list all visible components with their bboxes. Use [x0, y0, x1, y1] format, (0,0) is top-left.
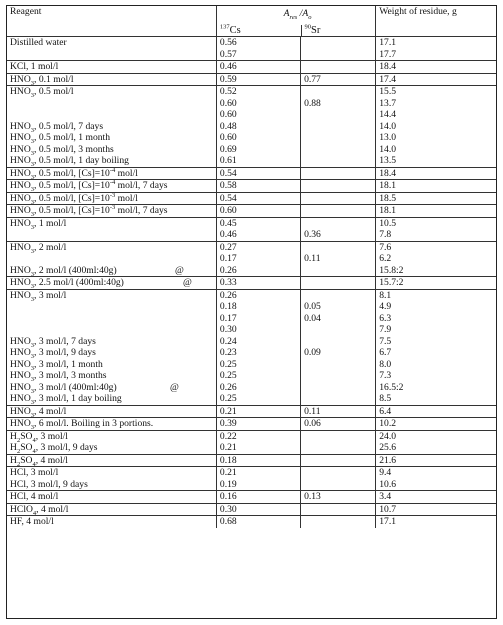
sr90-ratio-cell	[301, 442, 376, 454]
residue-weight-cell: 8.0	[376, 359, 496, 371]
residue-weight-cell: 16.5:2	[376, 382, 496, 394]
residue-weight-cell: 8.1	[376, 289, 496, 301]
residue-weight-cell: 8.5	[376, 393, 496, 405]
cs137-ratio-cell: 0.52	[216, 86, 300, 98]
cs137-ratio-cell: 0.25	[216, 359, 300, 371]
table-row	[7, 253, 496, 265]
residue-weight-cell: 7.9	[376, 324, 496, 336]
table-row	[7, 503, 496, 516]
reagent-cell	[7, 324, 216, 336]
table-row	[7, 241, 496, 253]
reagent-cell	[7, 109, 216, 121]
residue-weight-cell: 10.2	[376, 418, 496, 431]
cs137-ratio-cell: 0.58	[216, 180, 300, 193]
cs137-ratio-cell: 0.17	[216, 313, 300, 325]
cs137-ratio-cell: 0.16	[216, 491, 300, 504]
sr90-ratio-cell: 0.09	[301, 347, 376, 359]
sr90-ratio-cell	[301, 180, 376, 193]
sr90-ratio-cell	[301, 61, 376, 74]
cs137-ratio-cell: 0.27	[216, 241, 300, 253]
reagent-cell: $HNO_3$, 0.5 mol/l	[7, 86, 216, 98]
table-row	[7, 86, 496, 98]
cs137-ratio-cell: 0.26	[216, 382, 300, 394]
reagent-cell: $HNO_3$, 0.5 mol/l, 1 day boiling	[10, 155, 129, 167]
residue-weight-cell: 14.0	[376, 121, 496, 133]
cs137-ratio-cell: 0.30	[216, 503, 300, 516]
table-row	[7, 192, 496, 205]
residue-weight-cell: 6.4	[376, 405, 496, 418]
reagent-cell	[7, 98, 216, 110]
residue-weight-cell: 17.1	[376, 516, 496, 528]
reagent-cell: $H_2SO_4$, 4 mol/l	[7, 454, 216, 467]
reagent-cell: $HNO_3$, 0.5 mol/l, $[Cs]=10^{-4}$ mol/l	[7, 167, 216, 180]
table-row	[7, 98, 496, 110]
sr90-ratio-cell	[301, 192, 376, 205]
reagent-cell: KCl, 1 mol/l	[7, 61, 216, 74]
activity-ratio-header: $A_{res}$ $/A_o$ $^{137}$Cs $^{90}$Sr	[216, 6, 375, 37]
residue-weight-cell: 24.0	[376, 430, 496, 442]
cs137-ratio-cell: 0.61	[216, 155, 300, 167]
table-row	[7, 467, 496, 479]
reagent-cell: $HNO_3$, 0.5 mol/l, 3 months	[10, 143, 114, 155]
cs137-ratio-cell: 0.22	[216, 430, 300, 442]
weight-header: Weight of residue, g	[376, 6, 496, 37]
reagent-cell: HClO$_4$, 4 mol/l	[7, 503, 216, 516]
cs137-ratio-cell: 0.17	[216, 253, 300, 265]
reagent-cell: $HNO_3$, 0.1 mol/l	[7, 73, 216, 86]
residue-weight-cell: 15.5	[376, 86, 496, 98]
table-row	[7, 347, 496, 359]
cs137-ratio-cell: 0.21	[216, 442, 300, 454]
reagent-cell: $H_2SO_4$, 3 mol/l	[7, 430, 216, 442]
residue-weight-cell: 15.7:2	[376, 277, 496, 290]
reagent-cell: HCl, 3 mol/l, 9 days	[10, 478, 88, 490]
reagent-cell	[7, 253, 216, 265]
table-row	[7, 442, 496, 454]
cs137-ratio-cell: 0.69	[216, 144, 300, 156]
cs137-ratio-cell: 0.60	[216, 205, 300, 218]
residue-weight-cell: 17.4	[376, 73, 496, 86]
reagent-cell	[7, 301, 216, 313]
table-body	[7, 37, 496, 528]
sr90-ratio-cell	[301, 49, 376, 61]
table-row	[7, 393, 496, 405]
residue-weight-cell: 7.3	[376, 370, 496, 382]
residue-weight-cell: 4.9	[376, 301, 496, 313]
cs137-ratio-cell: 0.25	[216, 370, 300, 382]
cs137-ratio-cell: 0.45	[216, 217, 300, 229]
reagent-cell: $HNO_3$, 0.5 mol/l, 1 month	[10, 132, 111, 144]
sr90-ratio-cell	[301, 479, 376, 491]
cs137-ratio-cell: 0.19	[216, 479, 300, 491]
sr90-ratio-cell	[301, 359, 376, 371]
sr90-header: $^{90}$Sr	[301, 25, 376, 37]
table-row	[7, 132, 496, 144]
table-row	[7, 418, 496, 431]
reagent-cell: $HNO_3$, 0.5 mol/l, $[Cs]=10^{-3}$ mol/l	[7, 192, 216, 205]
reagent-cell: $HNO_3$, 3 mol/l, 3 months	[10, 370, 107, 382]
residue-weight-cell: 13.7	[376, 98, 496, 110]
residue-weight-cell: 18.1	[376, 180, 496, 193]
reagent-cell: $HNO_3$, 3 mol/l (400ml:40g) @	[10, 381, 179, 393]
cs137-ratio-cell: 0.18	[216, 301, 300, 313]
sr90-ratio-cell: 0.05	[301, 301, 376, 313]
table-row	[7, 370, 496, 382]
sr90-ratio-cell: 0.04	[301, 313, 376, 325]
cs137-header: $^{137}$Cs	[219, 23, 241, 36]
residue-weight-cell: 18.4	[376, 61, 496, 74]
cs137-ratio-cell: 0.54	[216, 192, 300, 205]
reagent-cell	[7, 313, 216, 325]
residue-weight-cell: 6.2	[376, 253, 496, 265]
residue-weight-cell: 9.4	[376, 467, 496, 479]
cs137-ratio-cell: 0.21	[216, 405, 300, 418]
sr90-ratio-cell	[301, 289, 376, 301]
sr90-ratio-cell	[301, 336, 376, 348]
data-table	[7, 6, 496, 528]
table-row	[7, 289, 496, 301]
residue-weight-cell: 17.1	[376, 37, 496, 49]
table-row	[7, 336, 496, 348]
table-row	[7, 516, 496, 528]
table-row	[7, 265, 496, 277]
cs137-ratio-cell: 0.23	[216, 347, 300, 359]
sr90-ratio-cell	[301, 205, 376, 218]
reagent-header: Reagent	[7, 6, 216, 37]
sr90-ratio-cell	[301, 217, 376, 229]
at-marker: @	[175, 264, 184, 276]
sr90-ratio-cell	[301, 144, 376, 156]
residue-weight-cell: 7.6	[376, 241, 496, 253]
cs137-ratio-cell: 0.18	[216, 454, 300, 467]
reagent-cell: HCl, 4 mol/l	[7, 491, 216, 504]
table-row	[7, 155, 496, 167]
reagent-cell	[7, 49, 216, 61]
cs137-ratio-cell: 0.24	[216, 336, 300, 348]
reagent-cell: HCl, 3 mol/l	[7, 467, 216, 479]
reagent-cell: Distilled water	[7, 37, 216, 49]
table-row	[7, 121, 496, 133]
table-row	[7, 61, 496, 74]
cs137-ratio-cell: 0.46	[216, 61, 300, 74]
residue-weight-cell: 18.5	[376, 192, 496, 205]
cs137-ratio-cell: 0.26	[216, 289, 300, 301]
residue-weight-cell: 10.5	[376, 217, 496, 229]
table-row	[7, 479, 496, 491]
cs137-ratio-cell: 0.59	[216, 73, 300, 86]
cs137-ratio-cell: 0.60	[216, 132, 300, 144]
table-row	[7, 382, 496, 394]
reagent-cell: $H_2SO_4$, 3 mol/l, 9 days	[10, 442, 98, 454]
sr90-ratio-cell: 0.36	[301, 229, 376, 241]
table-row	[7, 277, 496, 290]
residue-weight-cell: 18.4	[376, 167, 496, 180]
cs137-ratio-cell: 0.54	[216, 167, 300, 180]
residue-weight-cell: 25.6	[376, 442, 496, 454]
sr90-ratio-cell	[301, 370, 376, 382]
sr90-ratio-cell	[301, 324, 376, 336]
table-row	[7, 49, 496, 61]
reagent-cell: $HNO_3$, 0.5 mol/l, $[Cs]=10^{-3}$ mol/l, 7 days	[7, 205, 216, 218]
residue-weight-cell: 3.4	[376, 491, 496, 504]
table-row	[7, 217, 496, 229]
residue-weight-cell: 10.6	[376, 479, 496, 491]
table-row	[7, 205, 496, 218]
at-marker: @	[183, 277, 192, 288]
sr90-ratio-cell	[301, 393, 376, 405]
reagent-cell: $HNO_3$, 1 mol/l	[7, 217, 216, 229]
sr90-ratio-cell	[301, 503, 376, 516]
residue-weight-cell: 21.6	[376, 454, 496, 467]
sr90-ratio-cell: 0.77	[301, 73, 376, 86]
reagent-cell: $HNO_3$, 3 mol/l, 7 days	[10, 335, 96, 347]
cs137-ratio-cell: 0.26	[216, 265, 300, 277]
residue-weight-cell: 15.8:2	[376, 265, 496, 277]
residue-weight-cell: 13.5	[376, 155, 496, 167]
residue-weight-cell: 7.5	[376, 336, 496, 348]
table-row	[7, 491, 496, 504]
cs137-ratio-cell: 0.60	[216, 109, 300, 121]
reagent-cell: $HNO_3$, 2 mol/l	[7, 241, 216, 253]
residue-weight-cell: 6.7	[376, 347, 496, 359]
reagent-cell: $HNO_3$, 3 mol/l, 1 month	[10, 358, 103, 370]
reagent-cell: $HNO_3$, 2.5 mol/l (400ml:40g) @	[7, 277, 216, 290]
sr90-ratio-cell	[301, 516, 376, 528]
sr90-ratio-cell	[301, 467, 376, 479]
table-row	[7, 301, 496, 313]
residue-weight-cell: 14.0	[376, 144, 496, 156]
cs137-ratio-cell: 0.68	[216, 516, 300, 528]
sr90-ratio-cell: 0.11	[301, 253, 376, 265]
sr90-ratio-cell	[301, 155, 376, 167]
sr90-ratio-cell	[301, 382, 376, 394]
table-row	[7, 37, 496, 49]
reagent-cell: $HNO_3$, 4 mol/l	[7, 405, 216, 418]
table-row	[7, 180, 496, 193]
sr90-ratio-cell	[301, 265, 376, 277]
sr90-ratio-cell	[301, 132, 376, 144]
sr90-ratio-cell	[301, 241, 376, 253]
reagent-cell: $HNO_3$, 3 mol/l	[7, 289, 216, 301]
cs137-ratio-cell: 0.25	[216, 393, 300, 405]
reagent-cell: $HNO_3$, 3 mol/l, 9 days	[10, 347, 96, 359]
sr90-ratio-cell: 0.13	[301, 491, 376, 504]
sr90-ratio-cell	[301, 37, 376, 49]
table-row	[7, 229, 496, 241]
reagent-cell: $HNO_3$, 2 mol/l (400ml:40g) @	[10, 264, 184, 277]
sr90-ratio-cell	[301, 86, 376, 98]
header-row	[7, 6, 496, 37]
cs137-ratio-cell: 0.21	[216, 467, 300, 479]
reagent-cell: HF, 4 mol/l	[7, 516, 216, 528]
cs137-ratio-cell: 0.60	[216, 98, 300, 110]
sr90-ratio-cell: 0.11	[301, 405, 376, 418]
sr90-ratio-cell	[301, 454, 376, 467]
cs137-ratio-cell: 0.33	[216, 277, 300, 290]
residue-weight-cell: 7.8	[376, 229, 496, 241]
table-row	[7, 109, 496, 121]
sr90-ratio-cell: 0.88	[301, 98, 376, 110]
table-row	[7, 167, 496, 180]
cs137-ratio-cell: 0.46	[216, 229, 300, 241]
reagent-cell: $HNO_3$, 6 mol/l. Boiling in 3 portions.	[7, 418, 216, 431]
cs137-ratio-cell: 0.48	[216, 121, 300, 133]
sr90-ratio-cell	[301, 167, 376, 180]
residue-weight-cell: 13.0	[376, 132, 496, 144]
table-row	[7, 324, 496, 336]
sr90-ratio-cell	[301, 109, 376, 121]
sr90-ratio-cell	[301, 430, 376, 442]
table-row	[7, 73, 496, 86]
leaching-results-table	[6, 5, 497, 619]
residue-weight-cell: 10.7	[376, 503, 496, 516]
table-row	[7, 359, 496, 371]
residue-weight-cell: 18.1	[376, 205, 496, 218]
table-row	[7, 313, 496, 325]
residue-weight-cell: 6.3	[376, 313, 496, 325]
reagent-cell: $HNO_3$, 0.5 mol/l, 7 days	[10, 120, 104, 132]
cs137-ratio-cell: 0.30	[216, 324, 300, 336]
cs137-ratio-cell: 0.57	[216, 49, 300, 61]
residue-weight-cell: 14.4	[376, 109, 496, 121]
cs137-ratio-cell: 0.56	[216, 37, 300, 49]
reagent-cell	[7, 229, 216, 241]
cs137-ratio-cell: 0.39	[216, 418, 300, 431]
table-row	[7, 454, 496, 467]
residue-weight-cell: 17.7	[376, 49, 496, 61]
sr90-ratio-cell	[301, 277, 376, 290]
table-row	[7, 144, 496, 156]
reagent-cell: $HNO_3$, 0.5 mol/l, $[Cs]=10^{-4}$ mol/l, 7 days	[7, 180, 216, 193]
at-marker: @	[170, 381, 179, 393]
table-row	[7, 405, 496, 418]
sr90-ratio-cell: 0.06	[301, 418, 376, 431]
table-row	[7, 430, 496, 442]
reagent-cell: $HNO_3$, 3 mol/l, 1 day boiling	[10, 393, 122, 405]
sr90-ratio-cell	[301, 121, 376, 133]
